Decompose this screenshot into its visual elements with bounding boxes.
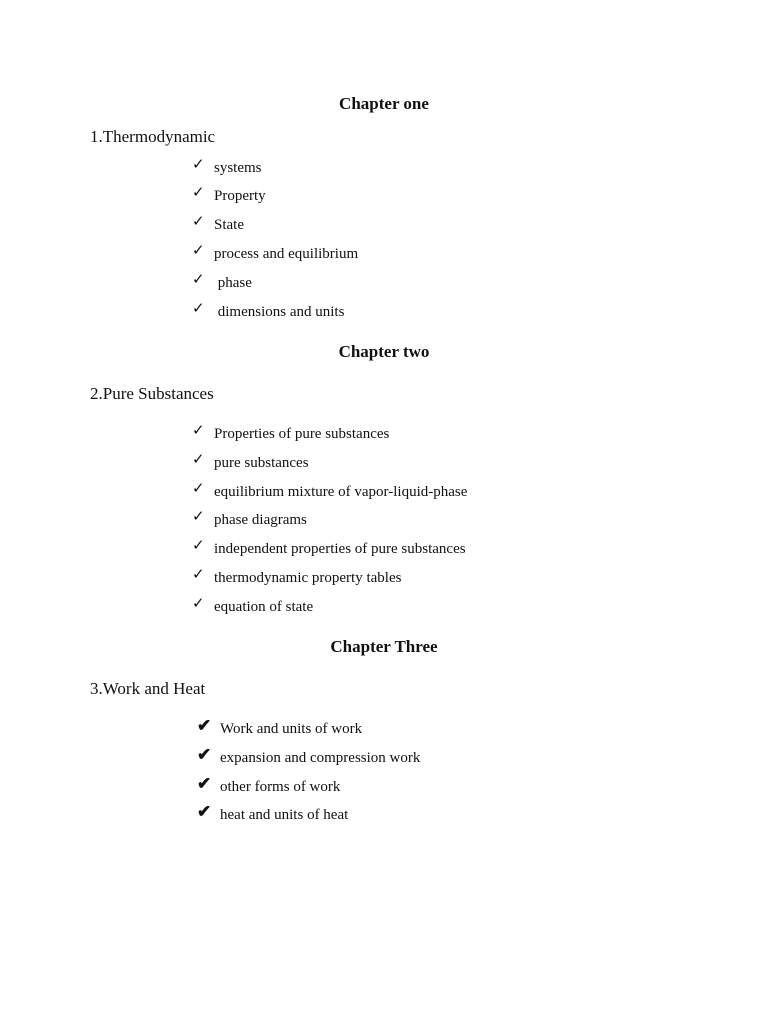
checkmark-icon: ✔: [197, 716, 212, 735]
checkmark-icon: ✓: [192, 301, 205, 317]
checkmark-icon: ✔: [197, 774, 212, 793]
checkmark-icon: ✓: [192, 157, 205, 173]
chapter-title: Chapter two: [338, 342, 430, 361]
list-item: other forms of work: [220, 779, 341, 795]
checkmark-icon: ✔: [197, 745, 212, 764]
list-item: Properties of pure substances: [214, 426, 390, 442]
checkmark-icon: ✓: [192, 567, 205, 583]
list-item: phase: [214, 275, 252, 291]
chapter-title: Chapter Three: [330, 637, 438, 656]
list-item: process and equilibrium: [214, 246, 359, 262]
list-item: independent properties of pure substances: [214, 541, 466, 557]
list-item: State: [214, 217, 244, 233]
checkmark-icon: ✔: [197, 802, 212, 821]
checkmark-icon: ✓: [192, 243, 205, 259]
checkmark-icon: ✓: [192, 481, 205, 497]
section-heading: 1.Thermodynamic: [90, 127, 216, 146]
list-item: pure substances: [214, 455, 309, 471]
chapter-title: Chapter one: [339, 94, 429, 113]
checkmark-icon: ✓: [192, 272, 205, 288]
checkmark-icon: ✓: [192, 452, 205, 468]
checkmark-icon: ✓: [192, 214, 205, 230]
checkmark-icon: ✓: [192, 509, 205, 525]
list-item: dimensions and units: [214, 304, 345, 320]
list-item: equation of state: [214, 599, 314, 615]
list-item: Work and units of work: [220, 721, 363, 737]
checkmark-icon: ✓: [192, 423, 205, 439]
list-item: expansion and compression work: [220, 750, 421, 766]
checkmark-icon: ✓: [192, 596, 205, 612]
list-item: heat and units of heat: [220, 807, 349, 823]
list-item: systems: [214, 160, 262, 176]
list-item: thermodynamic property tables: [214, 570, 402, 586]
checkmark-icon: ✓: [192, 538, 205, 554]
section-heading: 2.Pure Substances: [90, 384, 214, 403]
checkmark-icon: ✓: [192, 185, 205, 201]
section-heading: 3.Work and Heat: [90, 679, 206, 698]
list-item: phase diagrams: [214, 512, 307, 528]
list-item: equilibrium mixture of vapor-liquid-phase: [214, 484, 468, 500]
list-item: Property: [214, 188, 266, 204]
